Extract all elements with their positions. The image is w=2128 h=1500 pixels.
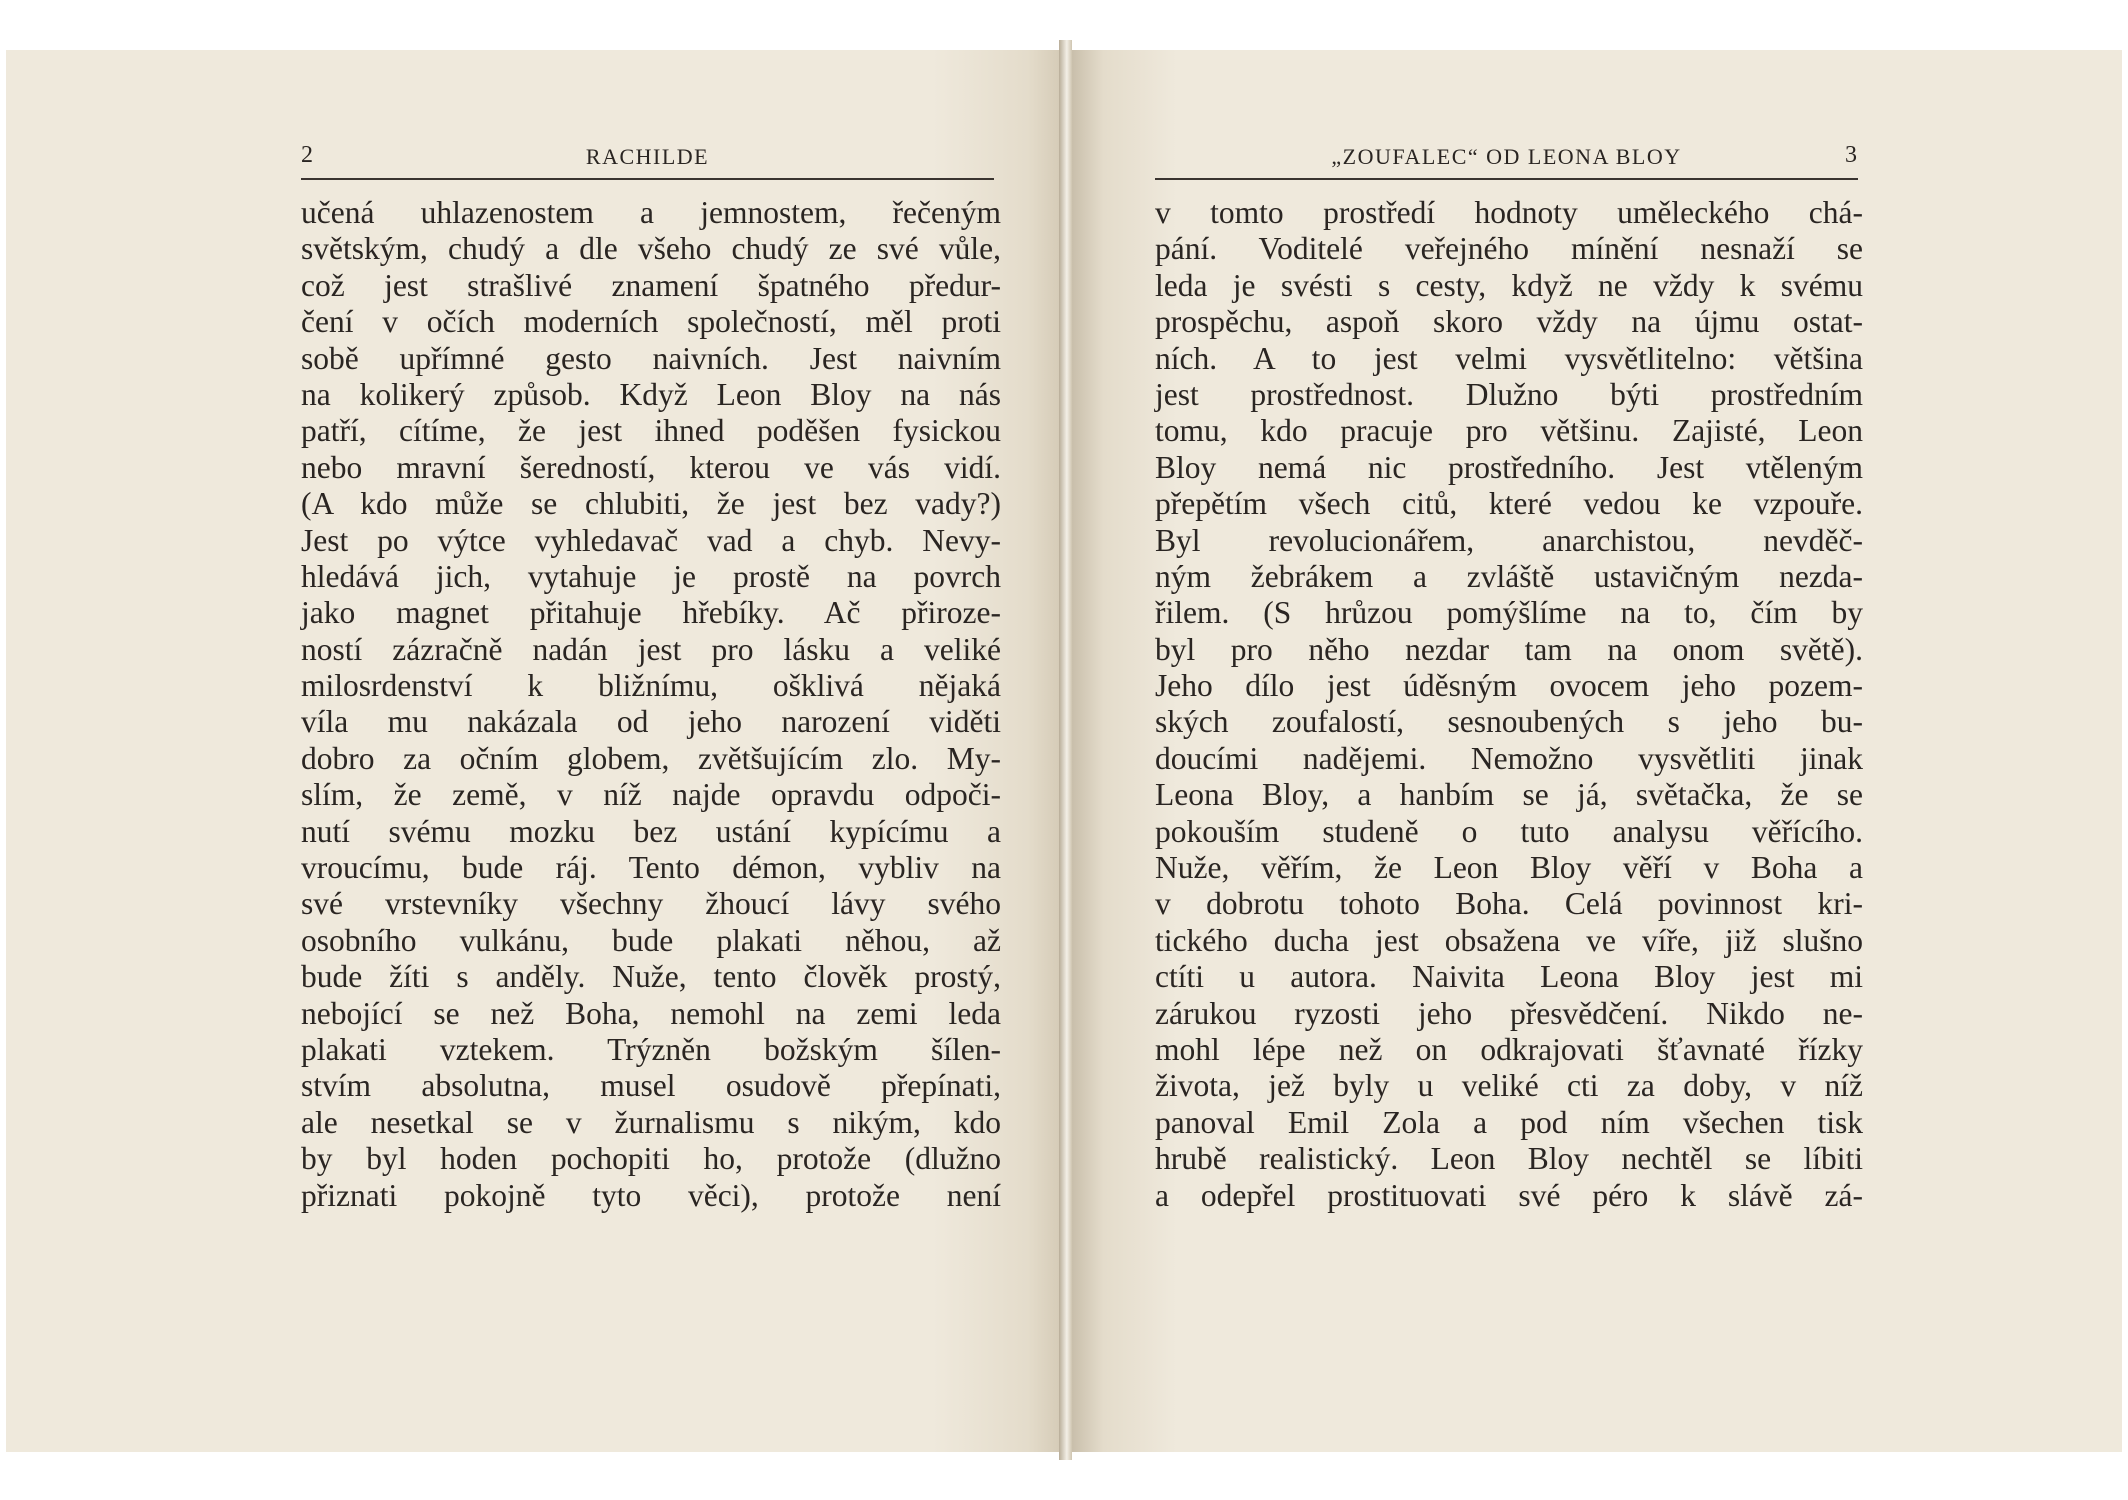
text-line: života, jež byly u veliké cti za doby, v níž — [1155, 1068, 1863, 1104]
text-line: jako magnet přitahuje hřebíky. Ač přiroze- — [301, 595, 1001, 631]
text-line: své vrstevníky všechny žhoucí lávy svého — [301, 886, 1001, 922]
text-line: pání. Voditelé veřejného mínění nesnaží se — [1155, 231, 1863, 267]
text-line: nutí svému mozku bez ustání kypícímu a — [301, 813, 1001, 849]
text-line: sobě upřímné gesto naivních. Jest naivním — [301, 340, 1001, 376]
text-line: hledává jich, vytahuje je prostě na povrch — [301, 558, 1001, 594]
text-line: Leona Bloy, a hanbím se já, světačka, že se — [1155, 777, 1863, 813]
text-line: ale nesetkal se v žurnalismu s nikým, kdo — [301, 1104, 1001, 1140]
text-line: ností zázračně nadán jest pro lásku a veliké — [301, 631, 1001, 667]
text-line: zárukou ryzosti jeho přesvědčení. Nikdo ne- — [1155, 995, 1863, 1031]
text-line: tického ducha jest obsažena ve víře, již slušno — [1155, 922, 1863, 958]
text-line: prospěchu, aspoň skoro vždy na újmu ostat- — [1155, 304, 1863, 340]
left-running-head: RACHILDE — [585, 144, 710, 169]
right-page — [1072, 50, 2122, 1452]
text-line: a odepřel prostituovati své péro k slávě zá- — [1155, 1177, 1863, 1213]
right-running-head: „ZOUFALEC“ OD LEONA BLOY — [1331, 144, 1682, 169]
text-line: dobro za očním globem, zvětšujícím zlo. My- — [301, 740, 1001, 776]
left-page — [6, 50, 1059, 1452]
text-line: vroucímu, bude ráj. Tento démon, vybliv na — [301, 850, 1001, 886]
text-line: byl pro něho nezdar tam na onom světě). — [1155, 631, 1863, 667]
text-line: milosrdenství k bližnímu, ošklivá nějaká — [301, 668, 1001, 704]
text-line: Jest po výtce vyhledavač vad a chyb. Nevy- — [301, 522, 1001, 558]
left-page-text — [301, 195, 1001, 1214]
text-line: Jeho dílo jest úděsným ovocem jeho pozem- — [1155, 668, 1863, 704]
book-gutter — [1059, 40, 1072, 1460]
text-line: učená uhlazenostem a jemnostem, řečeným — [301, 195, 1001, 230]
text-line: stvím absolutna, musel osudově přepínati, — [301, 1068, 1001, 1104]
text-line: světským, chudý a dle všeho chudý ze své vůle, — [301, 231, 1001, 267]
text-line: ctíti u autora. Naivita Leona Bloy jest mi — [1155, 959, 1863, 995]
left-page-number: 2 — [301, 142, 314, 168]
text-line: čení v očích moderních společností, měl proti — [301, 304, 1001, 340]
text-line: ným žebrákem a zvláště ustavičným nezda- — [1155, 558, 1863, 594]
text-line: ských zoufalostí, sesnoubených s jeho bu- — [1155, 704, 1863, 740]
text-line: na kolikerý způsob. Když Leon Bloy na nás — [301, 376, 1001, 412]
text-line: víla mu nakázala od jeho narození viděti — [301, 704, 1001, 740]
text-line: v dobrotu tohoto Boha. Celá povinnost kri- — [1155, 886, 1863, 922]
right-page-text — [1155, 195, 1863, 1214]
text-line: leda je svésti s cesty, když ne vždy k svému — [1155, 267, 1863, 303]
text-line: nebojící se než Boha, nemohl na zemi leda — [301, 995, 1001, 1031]
text-line: by byl hoden pochopiti ho, protože (dlužno — [301, 1141, 1001, 1177]
text-line: plakati vztekem. Trýzněn božským šílen- — [301, 1031, 1001, 1067]
text-line: Nuže, věřím, že Leon Bloy věří v Boha a — [1155, 850, 1863, 886]
left-page-header — [301, 138, 994, 180]
text-line: pokouším studeně o tuto analysu věřícího. — [1155, 813, 1863, 849]
text-line: ních. A to jest velmi vysvětlitelno: většina — [1155, 340, 1863, 376]
text-line: doucími nadějemi. Nemožno vysvětliti jinak — [1155, 740, 1863, 776]
text-line: jest prostřednost. Dlužno býti prostředním — [1155, 376, 1863, 412]
text-line: nebo mravní šeredností, kterou ve vás vidí. — [301, 449, 1001, 485]
text-line: přiznati pokojně tyto věci), protože není — [301, 1177, 1001, 1213]
text-line: Bloy nemá nic prostředního. Jest vtěleným — [1155, 449, 1863, 485]
text-line: panoval Emil Zola a pod ním všechen tisk — [1155, 1104, 1863, 1140]
text-line: mohl lépe než on odkrajovati šťavnaté řízky — [1155, 1031, 1863, 1067]
text-line: (A kdo může se chlubiti, že jest bez vady?) — [301, 486, 1001, 522]
text-line: Byl revolucionářem, anarchistou, nevděč- — [1155, 522, 1863, 558]
right-page-header — [1155, 138, 1858, 180]
text-line: bude žíti s anděly. Nuže, tento člověk prostý, — [301, 959, 1001, 995]
text-line: v tomto prostředí hodnoty uměleckého chá- — [1155, 195, 1863, 230]
text-line: osobního vulkánu, bude plakati něhou, až — [301, 922, 1001, 958]
text-line: což jest strašlivé znamení špatného předur- — [301, 267, 1001, 303]
text-line: slím, že země, v níž najde opravdu odpoči- — [301, 777, 1001, 813]
right-page-number: 3 — [1845, 142, 1858, 168]
text-line: tomu, kdo pracuje pro většinu. Zajisté, Leon — [1155, 413, 1863, 449]
text-line: hrubě realistický. Leon Bloy nechtěl se líbiti — [1155, 1141, 1863, 1177]
text-line: řilem. (S hrůzou pomýšlíme na to, čím by — [1155, 595, 1863, 631]
text-line: přepětím všech citů, které vedou ke vzpouře. — [1155, 486, 1863, 522]
text-line: patří, cítíme, že jest ihned poděšen fysickou — [301, 413, 1001, 449]
